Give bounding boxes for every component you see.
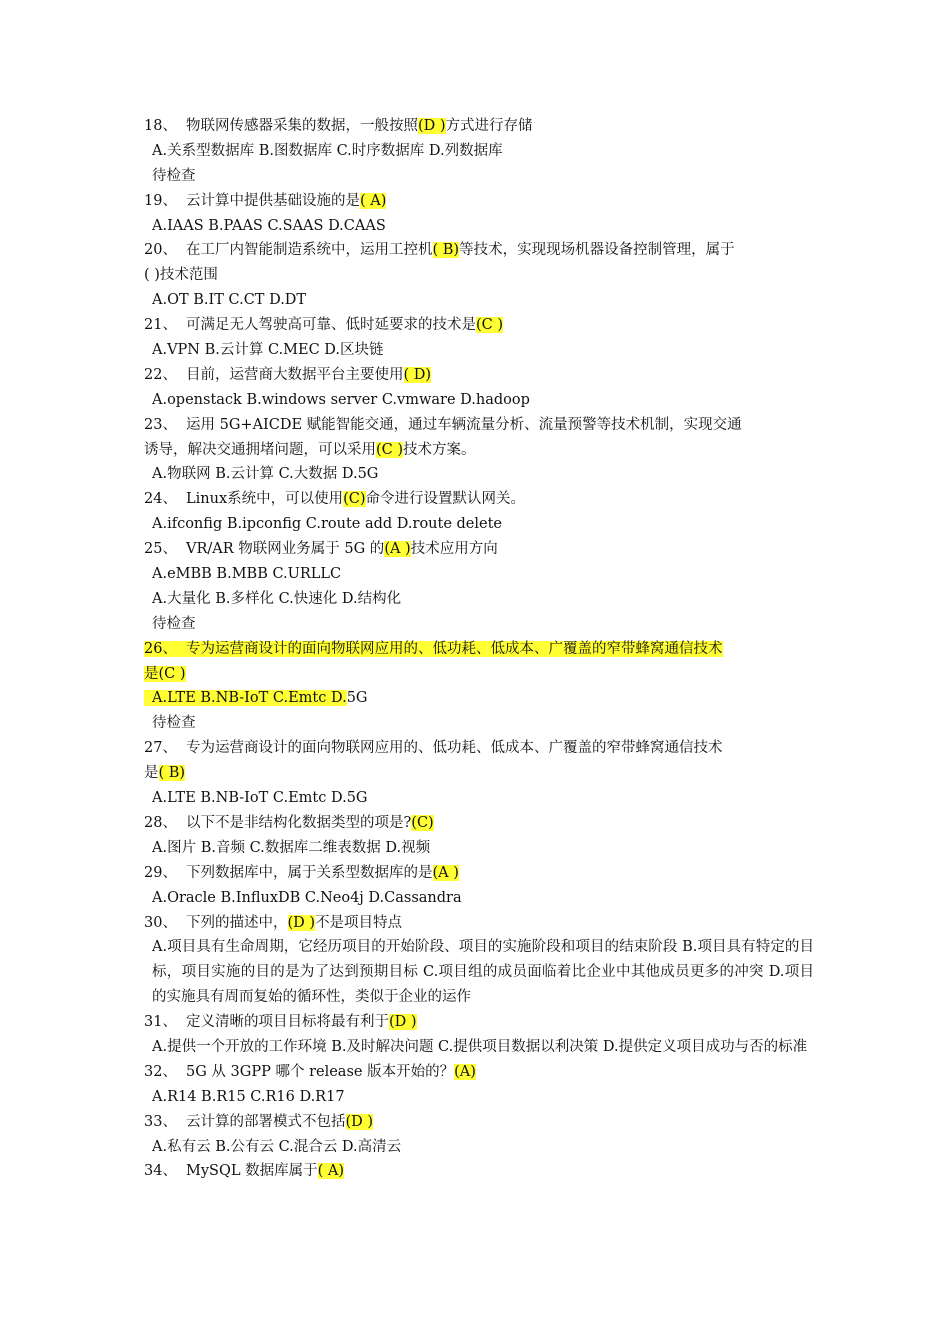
question-number: 22、 <box>144 366 177 383</box>
question-33-options: A.私有云 B.公有云 C.混合云 D.高清云 <box>152 1138 402 1155</box>
highlighted-line <box>144 641 723 657</box>
question-number: 29、 <box>144 864 177 881</box>
question-number: 20、 <box>144 242 177 259</box>
question-22 <box>144 363 814 388</box>
question-number: 21、 <box>144 317 177 334</box>
question-20-options: A.OT B.IT C.CT D.DT <box>152 292 307 309</box>
question-text: 下列数据库中，属于关系型数据库的是 <box>186 864 433 881</box>
document-page <box>144 114 814 1184</box>
question-text: 运用 5G+AICDE 赋能智能交通，通过车辆流量分析、流量预警等技术机制，实现交通 <box>186 416 742 433</box>
question-19 <box>144 189 814 214</box>
options-highlighted: A.LTE B.NB-IoT C.Emtc D. <box>144 690 347 706</box>
question-28 <box>144 811 814 836</box>
question-31-options: A.提供一个开放的工作环境 B.及时解决问题 C.提供项目数据以利决策 D.提供定义项目成功与否的标准 <box>152 1039 808 1055</box>
question-text: 可满足无人驾驶高可靠、低时延要求的技术是 <box>186 317 476 334</box>
options-rest: 5G <box>346 690 368 707</box>
question-25-options-extra: A.大量化 B.多样化 C.快速化 D.结构化 <box>152 590 402 607</box>
question-text-tail: 不是项目特点 <box>315 914 403 931</box>
question-20-continued: ( )技术范围 <box>144 267 218 284</box>
question-25-options: A.eMBB B.MBB C.URLLC <box>152 566 342 583</box>
question-text-tail: 技术应用方向 <box>410 541 498 558</box>
question-number: 26、 <box>144 640 177 657</box>
question-number: 28、 <box>144 814 177 831</box>
question-23 <box>144 413 814 438</box>
question-34 <box>144 1159 814 1184</box>
answer-highlight: (D ) <box>389 1014 417 1031</box>
answer-highlight: (C) <box>411 814 434 831</box>
question-18 <box>144 114 814 139</box>
question-text: 云计算中提供基础设施的是 <box>186 192 360 209</box>
question-21-options: A.VPN B.云计算 C.MEC D.区块链 <box>152 342 384 359</box>
answer-highlight: ( A) <box>360 192 387 209</box>
answer-highlight: ( B) <box>432 242 460 259</box>
question-19-options: A.IAAS B.PAAS C.SAAS D.CAAS <box>152 217 386 234</box>
question-27-continued <box>144 761 814 786</box>
question-number: 19、 <box>144 192 177 209</box>
question-32-options: A.R14 B.R15 C.R16 D.R17 <box>152 1088 345 1105</box>
question-33 <box>144 1110 814 1135</box>
question-27 <box>144 736 814 761</box>
question-28-options: A.图片 B.音频 C.数据库二维表数据 D.视频 <box>152 839 431 856</box>
question-22-options: A.openstack B.windows server C.vmware D.hadoop <box>152 391 530 408</box>
question-26 <box>144 637 814 662</box>
question-20 <box>144 238 814 263</box>
question-text-tail: 技术方案。 <box>403 441 476 458</box>
question-text: 是 <box>144 765 159 782</box>
question-text: 在工厂内智能制造系统中，运用工控机 <box>186 242 433 259</box>
question-29-options: A.Oracle B.InfluxDB C.Neo4j D.Cassandra <box>152 889 462 906</box>
question-text: 诱导，解决交通拥堵问题，可以采用 <box>144 441 376 458</box>
question-25-note: 待检查 <box>152 615 196 632</box>
question-number: 30、 <box>144 914 177 931</box>
question-text-tail: 方式进行存储 <box>445 118 533 134</box>
question-32 <box>144 1060 814 1085</box>
question-number: 25、 <box>144 541 177 558</box>
question-25 <box>144 537 814 562</box>
question-31 <box>144 1010 814 1035</box>
question-30 <box>144 911 814 936</box>
question-text: VR/AR 物联网业务属于 5G 的 <box>186 541 385 558</box>
question-text: 专为运营商设计的面向物联网应用的、低功耗、低成本、广覆盖的窄带蜂窝通信技术 <box>186 740 723 757</box>
question-number: 34、 <box>144 1163 177 1180</box>
question-26-note: 待检查 <box>152 715 196 732</box>
question-text: 以下不是非结构化数据类型的项是? <box>186 814 412 831</box>
question-23-options: A.物联网 B.云计算 C.大数据 D.5G <box>152 466 379 483</box>
question-number: 27、 <box>144 740 177 757</box>
answer-highlight: ( D) <box>403 366 432 383</box>
question-text: Linux系统中，可以使用 <box>186 491 344 508</box>
question-number: 18、 <box>144 118 177 134</box>
question-24 <box>144 487 814 512</box>
question-18-options: A.关系型数据库 B.图数据库 C.时序数据库 D.列数据库 <box>152 142 503 159</box>
question-30-options: A.项目具有生命周期，它经历项目的开始阶段、项目的实施阶段和项目的结束阶段 B.项目具有特定的目标，项目实施的目的是为了达到预期目标 C.项目组的成员面临着比企业中其他成员更多的冲突 D.项目的实施具有周而复始的循环性，类似于企业的运作 <box>152 939 814 1006</box>
answer-highlight: (C ) <box>158 665 186 682</box>
question-29 <box>144 861 814 886</box>
answer-highlight: (D ) <box>418 118 446 134</box>
answer-highlight: (D ) <box>345 1113 374 1130</box>
question-text: 云计算的部署模式不包括 <box>186 1113 346 1130</box>
question-24-options: A.ifconfig B.ipconfig C.route add D.route delete <box>152 516 503 533</box>
question-text: 目前，运营商大数据平台主要使用 <box>186 366 404 383</box>
question-23-continued <box>144 438 814 463</box>
question-text: 下列的描述中， <box>186 914 288 931</box>
question-text: 5G 从 3GPP 哪个 release 版本开始的？ <box>186 1063 455 1080</box>
answer-highlight: (A ) <box>432 864 459 881</box>
answer-highlight: (C ) <box>476 317 504 334</box>
question-text-tail: 等技术，实现现场机器设备控制管理，属于 <box>459 242 735 259</box>
question-text: 是 <box>144 665 159 682</box>
question-number: 32、 <box>144 1063 177 1080</box>
question-text-tail: 命令进行设置默认网关。 <box>365 491 526 508</box>
question-text: 物联网传感器采集的数据，一般按照 <box>186 118 418 134</box>
answer-highlight: ( A) <box>317 1163 345 1180</box>
question-26-continued <box>144 662 814 687</box>
answer-highlight: (C) <box>343 491 366 508</box>
answer-highlight: ( B) <box>158 765 186 782</box>
question-text: 专为运营商设计的面向物联网应用的、低功耗、低成本、广覆盖的窄带蜂窝通信技术 <box>186 640 723 657</box>
answer-highlight: (A ) <box>384 541 411 558</box>
question-26-options <box>144 686 814 711</box>
answer-highlight: (D ) <box>287 914 316 931</box>
answer-highlight: (C ) <box>376 441 404 458</box>
question-number: 31、 <box>144 1014 177 1031</box>
question-number: 33、 <box>144 1113 177 1130</box>
question-18-note: 待检查 <box>152 167 196 184</box>
question-text: MySQL 数据库属于 <box>186 1163 318 1180</box>
question-21 <box>144 313 814 338</box>
question-number: 23、 <box>144 416 177 433</box>
answer-highlight: (A) <box>454 1063 476 1080</box>
question-number: 24、 <box>144 491 177 508</box>
question-27-options: A.LTE B.NB-IoT C.Emtc D.5G <box>152 790 368 807</box>
question-text: 定义清晰的项目目标将最有利于 <box>186 1014 389 1031</box>
